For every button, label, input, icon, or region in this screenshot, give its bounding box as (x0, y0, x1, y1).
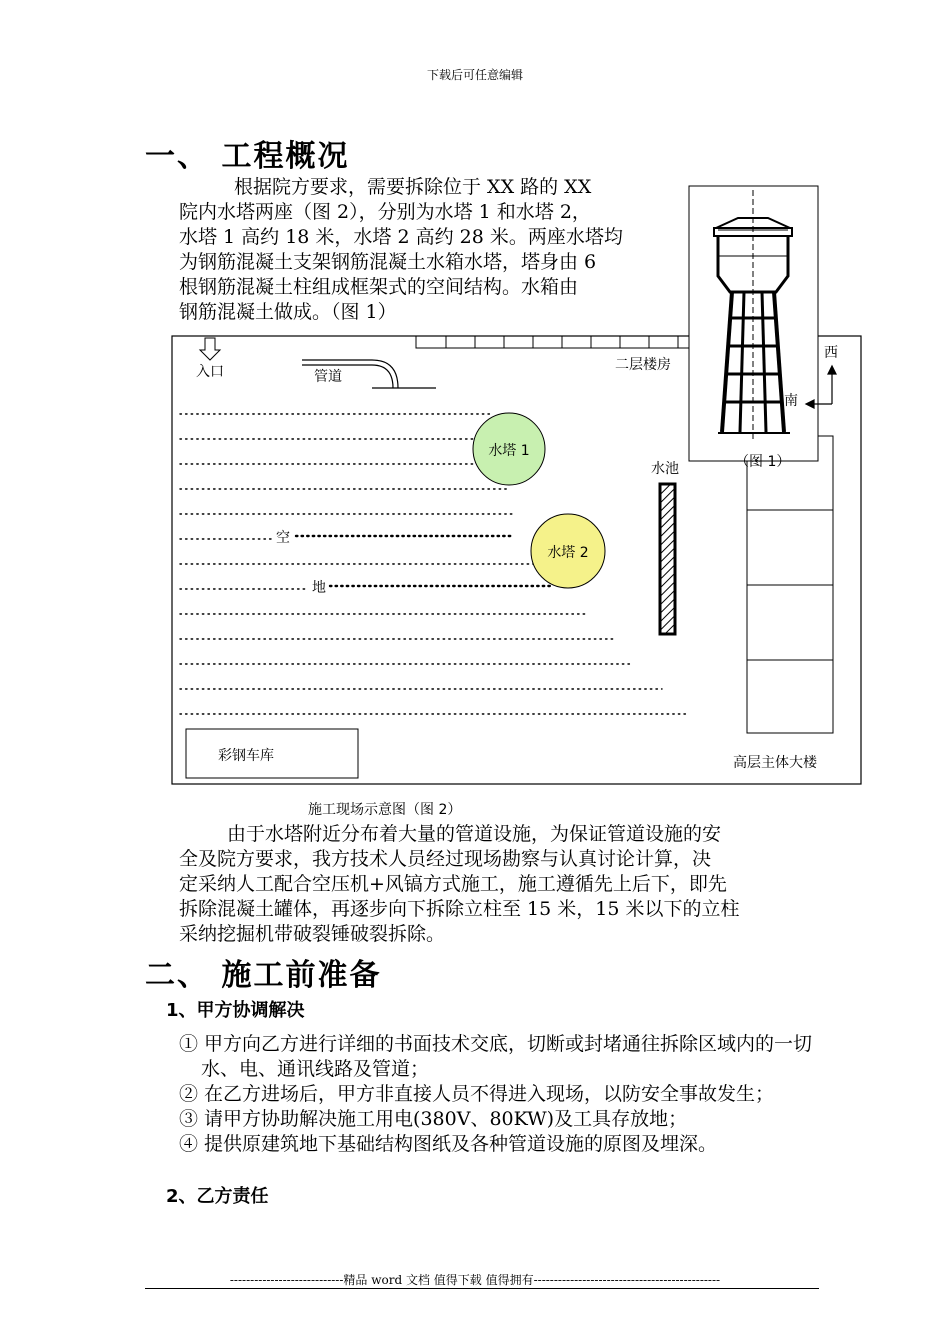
site-plan-caption: 施工现场示意图（图 2） (308, 802, 462, 818)
method-line: 拆除混凝土罐体，再逐步向下拆除立柱至 15 米，15 米以下的立柱 (179, 898, 740, 920)
list-item: ① 甲方向乙方进行详细的书面技术交底，切断或封堵通往拆除区域内的一切水、电、通讯线路及管道； (179, 1033, 813, 1080)
entrance-label: 入口 (196, 364, 224, 380)
west-label: 西 (824, 345, 838, 361)
open-space-char-2: 地 (312, 577, 326, 597)
two-storey-building-label: 二层楼房 (615, 357, 671, 373)
section-2-title: 二、 施工前准备 (145, 958, 382, 993)
section-1-title: 一、 工程概况 (145, 139, 350, 174)
garage-label: 彩钢车库 (218, 748, 274, 764)
intro-line: 根据院方要求，需要拆除位于 XX 路的 XX (234, 176, 592, 198)
footer-rule (145, 1288, 819, 1289)
list-item: ② 在乙方进场后，甲方非直接人员不得进入现场，以防安全事故发生； (179, 1083, 775, 1105)
south-label: 南 (784, 393, 798, 409)
water-pool (660, 484, 675, 634)
subsection-1-title: 1、甲方协调解决 (166, 1000, 305, 1021)
main-building-outline (747, 436, 833, 733)
water-tower-2-label: 水塔 2 (547, 545, 589, 561)
list-item: ④ 提供原建筑地下基础结构图纸及各种管道设施的原图及埋深。 (179, 1133, 718, 1155)
pipe-label: 管道 (314, 369, 342, 385)
method-paragraph (179, 822, 829, 947)
list-item: ③ 请甲方协助解决施工用电(380V、80KW)及工具存放地； (179, 1108, 688, 1130)
party-a-duties-list (179, 1032, 821, 1157)
open-space-char-1: 空 (276, 527, 290, 547)
open-ground-dots (180, 414, 687, 714)
method-line: 采纳挖掘机带破裂锤破裂拆除。 (179, 923, 446, 945)
method-line: 定采纳人工配合空压机+风镐方式施工，施工遵循先上后下，即先 (179, 873, 727, 895)
intro-line: 水塔 1 高约 18 米，水塔 2 高约 28 米。两座水塔均 (179, 226, 623, 248)
header-note: 下载后可任意编辑 (426, 68, 523, 82)
subsection-2-title: 2、乙方责任 (166, 1186, 269, 1207)
pool-label: 水池 (651, 461, 679, 477)
figure-1-caption: （图 1） (735, 454, 791, 470)
intro-line: 为钢筋混凝土支架钢筋混凝土水箱水塔，塔身由 6 (179, 251, 597, 273)
water-tower-1-label: 水塔 1 (488, 443, 530, 459)
intro-line: 根钢筋混凝土柱组成框架式的空间结构。水箱由 (179, 276, 579, 298)
method-line: 由于水塔附近分布着大量的管道设施，为保证管道设施的安 (227, 823, 722, 845)
intro-line: 钢筋混凝土做成。（图 1） (179, 301, 397, 323)
method-line: 全及院方要求，我方技术人员经过现场勘察与认真讨论计算，决 (179, 848, 712, 870)
two-storey-building-outline (416, 336, 733, 348)
intro-line: 院内水塔两座（图 2），分别为水塔 1 和水塔 2， (179, 201, 591, 223)
footer-note: ----------------------------精品 word 文档 值得下载 值得拥有---------------------------------------------- (229, 1273, 721, 1287)
entrance-arrow-icon (200, 338, 220, 360)
main-building-label: 高层主体大楼 (733, 755, 817, 771)
